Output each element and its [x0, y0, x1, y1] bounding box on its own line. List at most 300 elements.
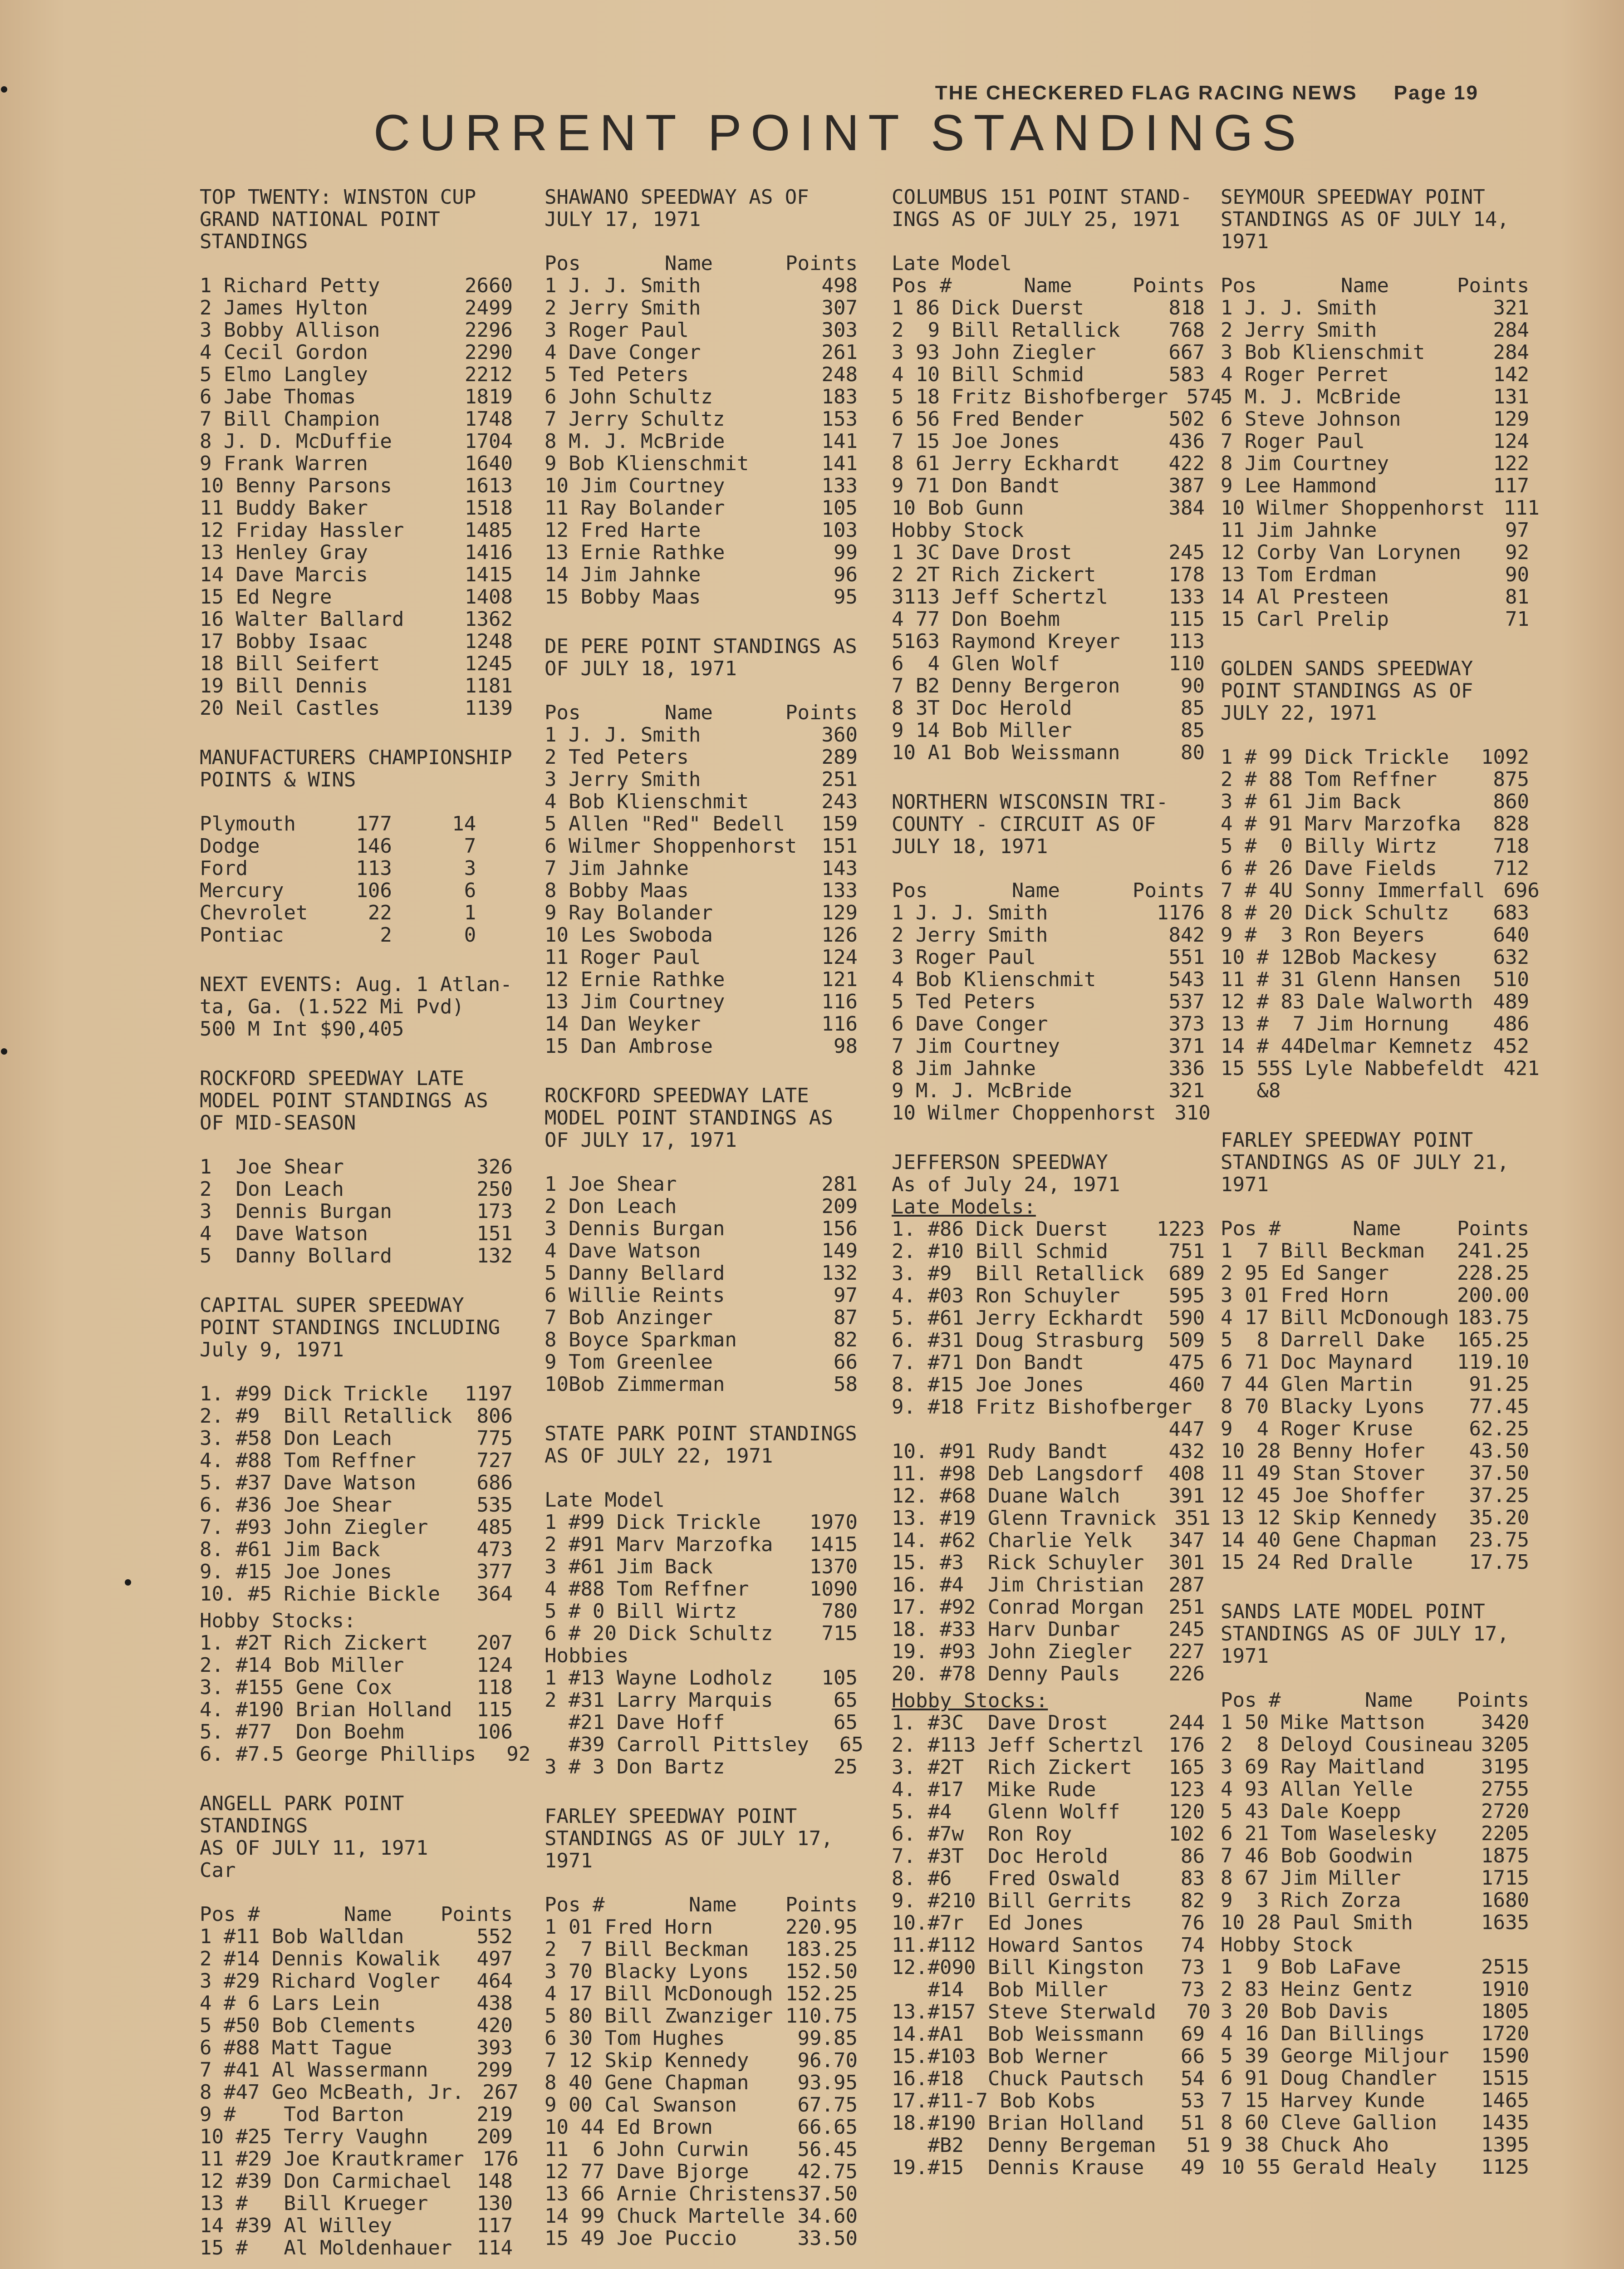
entry-name: 11 #29 Joe Krautkramer [200, 2147, 464, 2171]
entry-points: 149 [821, 1239, 858, 1262]
entry-points: 1176 [1157, 901, 1205, 924]
standing-row [892, 1801, 1205, 1823]
entry-name: 5. #77 Don Boehm [200, 1720, 404, 1743]
entry-name: #39 Carroll Pittsley [545, 1733, 809, 1756]
standing-row [545, 386, 858, 408]
entry-name: 15 55S Lyle Nabbefeldt [1221, 1057, 1485, 1080]
entry-name: 3 20 Bob Davis [1221, 2000, 1389, 2023]
section-title: JEFFERSON SPEEDWAY As of July 24, 1971 [892, 1151, 1120, 1196]
entry-points: 384 [1168, 496, 1205, 520]
standing-row [1221, 1373, 1529, 1395]
entry-name: 7 Bob Anzinger [545, 1306, 713, 1329]
standing-row [892, 1823, 1205, 1845]
standing-row [200, 2126, 513, 2148]
entry-points: 65 [834, 1689, 858, 1712]
entry-name: 3 #29 Richard Vogler [200, 1969, 440, 1993]
entry-points: 1485 [465, 519, 513, 542]
standing-row [892, 2134, 1211, 2157]
entry-name: 14 # 44Delmar Kemnetz [1221, 1035, 1473, 1058]
standing-row [545, 2205, 858, 2227]
standing-row [892, 1640, 1205, 1663]
entry-name: 8. #15 Joe Jones [892, 1373, 1084, 1396]
entry-points: 1590 [1481, 2044, 1529, 2068]
section-title: CAPITAL SUPER SPEEDWAY POINT STANDINGS INCLUDING July 9, 1971 [200, 1294, 500, 1361]
entry-points: 1748 [465, 408, 513, 431]
entry-points: 220.95 [785, 1915, 858, 1939]
standing-row [892, 1979, 1205, 2001]
standing-row [1221, 541, 1529, 564]
entry-points: 543 [1168, 968, 1205, 991]
entry-points: 267 [482, 2081, 519, 2104]
entry-points: 114 [476, 2236, 513, 2259]
class-heading: Hobby Stocks: [200, 1609, 356, 1632]
standing-row [892, 497, 1205, 519]
entry-points: 115 [1168, 608, 1205, 631]
standing-row [545, 1262, 858, 1284]
entry-name: 2 2T Rich Zickert [892, 563, 1096, 586]
entry-name: 6 4 Glen Wolf [892, 652, 1060, 675]
entry-name: 6 Steve Johnson [1221, 408, 1401, 431]
section-title: ROCKFORD SPEEDWAY LATE MODEL POINT STANDINGS AS OF JULY 17, 1971 [545, 1084, 833, 1152]
standing-row [1221, 1035, 1529, 1057]
standings-section [892, 1151, 1211, 2179]
standing-row [545, 2227, 858, 2249]
entry-points: 1515 [1481, 2067, 1529, 2090]
entry-name: 2. #10 Bill Schmid [892, 1240, 1108, 1263]
entry-points: 96 [834, 563, 858, 586]
standing-row [892, 2000, 1211, 2023]
entry-name: 2 #14 Dennis Kowalik [200, 1947, 440, 1970]
entry-name: 8 Bobby Maas [545, 879, 689, 902]
entry-points: 1415 [810, 1533, 858, 1556]
standing-row [545, 1556, 858, 1578]
entry-points: 103 [821, 519, 858, 542]
standing-row [892, 475, 1205, 497]
standing-row [200, 1405, 513, 1427]
entry-points: 73 [1181, 1956, 1205, 1979]
standing-row [1221, 1711, 1529, 1734]
standing-row [545, 1756, 858, 1778]
standing-row [892, 363, 1205, 386]
standing-row [545, 430, 858, 452]
standing-row [200, 1427, 513, 1449]
entry-points: 132 [821, 1262, 858, 1285]
standing-row [1221, 1440, 1529, 1462]
entry-name: 2 Jerry Smith [545, 296, 701, 319]
entry-points: 176 [1168, 1734, 1205, 1757]
entry-points: 373 [1168, 1012, 1205, 1036]
entry-points: 718 [1493, 835, 1529, 858]
standing-row [892, 541, 1205, 564]
entry-name: 3 70 Blacky Lyons [545, 1960, 749, 1983]
entry-name: 10 # 12Bob Mackesy [1221, 946, 1437, 969]
standing-row [892, 1596, 1205, 1618]
section-title: STATE PARK POINT STANDINGS AS OF JULY 22, 1971 [545, 1422, 857, 1468]
entry-name: 8 M. J. McBride [545, 430, 725, 453]
entry-points: 1415 [465, 563, 513, 586]
entry-points: 90 [1181, 674, 1205, 697]
standings-section [892, 791, 1211, 1125]
entry-name: 5 8 Darrell Dake [1221, 1328, 1425, 1351]
entry-points: 77.45 [1469, 1395, 1529, 1418]
standing-row [200, 879, 513, 902]
standing-row [1221, 1306, 1529, 1329]
standing-row [545, 2138, 858, 2161]
entry-points: 250 [476, 1178, 513, 1201]
entry-points [476, 813, 530, 835]
standing-row [200, 297, 513, 319]
entry-name: 11 Roger Paul [545, 946, 701, 969]
entry-name: 5 18 Fritz Bishofberger [892, 385, 1168, 408]
entry-name: 10.#7r Ed Jones [892, 1911, 1084, 1935]
entry-name: 9 38 Chuck Aho [1221, 2133, 1389, 2156]
entry-name: 9 Ray Bolander [545, 901, 713, 924]
standing-row [545, 319, 858, 341]
standing-row [1221, 586, 1529, 608]
entry-points: 117 [476, 2214, 513, 2237]
entry-points: 91.25 [1469, 1373, 1529, 1396]
entry-name: 4 Roger Perret [1221, 363, 1389, 386]
entry-points: 1875 [1481, 1844, 1529, 1867]
standing-row [892, 586, 1205, 608]
standings-section [545, 635, 858, 1057]
section-title: DE PERE POINT STANDINGS AS OF JULY 18, 1971 [545, 635, 857, 680]
standing-row [892, 1351, 1205, 1374]
entry-name: 2 Don Leach [545, 1195, 677, 1218]
entry-name: 4. #03 Ron Schuyler [892, 1284, 1120, 1307]
standing-row [1221, 1351, 1529, 1373]
entry-name: 7 15 Harvey Kunde [1221, 2089, 1425, 2112]
standing-row [200, 1200, 513, 1223]
entry-points: 119.10 [1457, 1351, 1529, 1374]
standing-row [892, 924, 1205, 946]
entry-points: 281 [821, 1173, 858, 1196]
entry-points: 1704 [465, 430, 513, 453]
section-title: ROCKFORD SPEEDWAY LATE MODEL POINT STANDINGS AS OF MID-SEASON [200, 1067, 488, 1134]
entry-points: 1139 [465, 697, 513, 720]
entry-name: Pos # Name [200, 1903, 392, 1926]
standing-row [1221, 813, 1529, 835]
entry-name: 3. #9 Bill Retallick [892, 1262, 1144, 1285]
standing-row [892, 675, 1205, 697]
entry-name: 2 95 Ed Sanger [1221, 1262, 1389, 1285]
paper-name: THE CHECKERED FLAG RACING NEWS [935, 82, 1358, 104]
standing-row [892, 1035, 1205, 1057]
entry-name: 4 Bob Klienschmit [892, 968, 1096, 991]
entry-name: 1 #99 Dick Trickle [545, 1511, 761, 1534]
entry-points: 99 [834, 541, 858, 564]
standing-row [200, 608, 513, 630]
section-title: FARLEY SPEEDWAY POINT STANDINGS AS OF JULY 21, 1971 [1221, 1129, 1509, 1196]
standing-row [545, 1645, 858, 1667]
section-title: GOLDEN SANDS SPEEDWAY POINT STANDINGS AS OF JULY 22, 1971 [1221, 657, 1473, 725]
standing-row [1221, 1756, 1529, 1778]
entry-name: 6. #7.5 George Phillips [200, 1743, 476, 1766]
entry-points: 497 [476, 1947, 513, 1970]
entry-name: 6 56 Fred Bender [892, 408, 1084, 431]
entry-name: 7 Roger Paul [1221, 430, 1365, 453]
entry-points: 110.75 [785, 2004, 858, 2028]
standing-row [200, 1721, 513, 1743]
standing-row [892, 385, 1223, 408]
entry-points: 1518 [465, 496, 513, 520]
entry-name: 1 9 Bob LaFave [1221, 1955, 1401, 1979]
entry-points: 301 [1168, 1551, 1205, 1574]
standing-row [200, 1743, 531, 1766]
entry-name: 1 J. J. Smith [545, 723, 701, 747]
column-2 [545, 186, 864, 2269]
entry-points: 727 [476, 1449, 513, 1472]
entry-points: 124 [1493, 430, 1529, 453]
entry-points: 126 [821, 923, 858, 947]
standing-row [545, 1600, 858, 1622]
standing-row [545, 1240, 858, 1262]
entry-points: 421 [1503, 1057, 1540, 1080]
entry-points: 85 [1181, 719, 1205, 742]
entry-name: 7 12 Skip Kennedy [545, 2049, 749, 2072]
standings-section [1221, 1129, 1529, 1573]
section-title: NORTHERN WISCONSIN TRI- COUNTY - CIRCUIT AS OF JULY 18, 1971 [892, 791, 1168, 858]
entry-points: 422 [1168, 452, 1205, 475]
entry-name: 14.#A1 Bob Weissmann [892, 2023, 1144, 2046]
standing-row [1221, 564, 1529, 586]
entry-name: 2. #14 Bob Miller [200, 1654, 404, 1677]
standing-row [1221, 2156, 1529, 2178]
entry-points [476, 879, 530, 902]
standing-row [1221, 1551, 1529, 1573]
standing-row [1221, 275, 1529, 297]
entry-points: 241.25 [1457, 1239, 1529, 1262]
entry-name: 11 6 John Curwin [545, 2138, 749, 2161]
entry-points: 92 [1505, 541, 1529, 564]
standing-row [545, 1938, 858, 1960]
entry-points: 1248 [465, 630, 513, 653]
entry-points: 535 [476, 1493, 513, 1517]
entry-name: 15.#103 Bob Werner [892, 2045, 1108, 2068]
standing-row [545, 879, 858, 902]
entry-name: 7 Jim Jahnke [545, 857, 689, 880]
entry-points: 595 [1168, 1284, 1205, 1307]
standing-row [1221, 1262, 1529, 1284]
standing-row [1221, 2112, 1529, 2134]
entry-name: 6 # 26 Dave Fields [1221, 857, 1437, 880]
standing-row [200, 408, 513, 430]
entry-points: 116 [821, 1012, 858, 1036]
entry-points: 486 [1493, 1012, 1529, 1036]
entry-name: 1. #86 Dick Duerst [892, 1218, 1108, 1241]
entry-name: 11 # 31 Glenn Hansen [1221, 968, 1461, 991]
entry-name: Ford 113 3 [200, 857, 476, 880]
standing-row [892, 1778, 1205, 1801]
standing-row [200, 2192, 513, 2215]
standing-row [1221, 1689, 1529, 1711]
entry-points: 42.75 [797, 2160, 858, 2183]
entry-name: 1 Joe Shear [200, 1155, 344, 1179]
entry-name: 2 7 Bill Beckman [545, 1938, 749, 1961]
standing-row [545, 497, 858, 519]
standing-row [200, 2059, 513, 2081]
entry-points: 299 [476, 2058, 513, 2082]
standing-row [545, 452, 858, 475]
entry-points: 1197 [465, 1382, 513, 1405]
entry-points: 209 [821, 1195, 858, 1218]
entry-points: 148 [476, 2170, 513, 2193]
entry-points: 132 [476, 1244, 513, 1267]
standing-row [1221, 1013, 1529, 1035]
entry-points: 82 [1181, 1889, 1205, 1912]
standing-row [545, 1578, 858, 1600]
standing-row [200, 835, 513, 857]
entry-name: 14 #39 Al Willey [200, 2214, 392, 2237]
entry-points: 56.45 [797, 2138, 858, 2161]
standing-row [892, 1845, 1205, 1867]
standing-row [200, 1223, 513, 1245]
entry-points: 1125 [1481, 2156, 1529, 2179]
standing-row [545, 1489, 858, 1511]
entry-points: 689 [1168, 1262, 1205, 1285]
entry-name: 3 01 Fred Horn [1221, 1284, 1389, 1307]
entry-name: 7. #3T Doc Herold [892, 1845, 1108, 1868]
entry-points: 49 [1181, 2156, 1205, 2179]
entry-points: 58 [834, 1373, 858, 1396]
entry-points: 35.20 [1469, 1506, 1529, 1529]
standing-row [545, 1284, 858, 1306]
entry-points: 498 [821, 274, 858, 297]
entry-name: 5 Elmo Langley [200, 363, 368, 386]
standing-row [545, 2049, 858, 2072]
standing-row [892, 408, 1205, 430]
entry-points: 207 [476, 1631, 513, 1655]
standing-row [892, 1618, 1205, 1640]
entry-points: 683 [1493, 901, 1529, 924]
entry-name: 6. #36 Joe Shear [200, 1493, 392, 1517]
entry-name: 11 49 Stan Stover [1221, 1462, 1425, 1485]
standing-row [892, 946, 1205, 968]
entry-name: 6 30 Tom Hughes [545, 2027, 725, 2050]
standing-row [892, 1912, 1205, 1934]
entry-points: 2290 [465, 341, 513, 364]
entry-name: 7 Jerry Schultz [545, 408, 725, 431]
entry-name: 17. #92 Conrad Morgan [892, 1596, 1144, 1619]
standing-row [1221, 1284, 1529, 1306]
entry-name: 2 8 Deloyd Cousineau [1221, 1733, 1473, 1756]
entry-points: 1223 [1157, 1218, 1205, 1241]
standing-row [1221, 2089, 1529, 2112]
standing-row [1221, 1057, 1540, 1080]
entry-points: 3195 [1481, 1755, 1529, 1778]
entry-name: 5 # 0 Billy Wirtz [1221, 835, 1437, 858]
entry-name: 12 # 83 Dale Walworth [1221, 990, 1473, 1013]
standings-section [545, 1422, 864, 1778]
entry-points: 248 [821, 363, 858, 386]
entry-points: 131 [1493, 385, 1529, 408]
standing-row [545, 991, 858, 1013]
entry-points: 141 [821, 452, 858, 475]
standing-row [1221, 1867, 1529, 1889]
standing-row [1221, 1529, 1529, 1551]
entry-name: 8 67 Jim Miller [1221, 1866, 1401, 1890]
standing-row [1221, 2023, 1529, 2045]
standing-row [892, 742, 1205, 764]
entry-name: 4 Dave Watson [200, 1222, 368, 1245]
entry-points: 303 [821, 319, 858, 342]
standing-row [200, 1903, 513, 1925]
entry-points: 408 [1168, 1462, 1205, 1485]
entry-name: 4. #88 Tom Reffner [200, 1449, 416, 1472]
entry-name: 7 Bill Champion [200, 408, 380, 431]
entry-points: 289 [821, 746, 858, 769]
entry-name: 20. #78 Denny Pauls [892, 1662, 1120, 1685]
standing-row [200, 1632, 513, 1654]
entry-points: 420 [476, 2014, 513, 2037]
entry-name: 5 39 George Miljour [1221, 2044, 1449, 2068]
entry-name: 11.#112 Howard Santos [892, 1934, 1144, 1957]
entry-name: 4 17 Bill McDonough [1221, 1306, 1449, 1329]
entry-name: 17 Bobby Isaac [200, 630, 368, 653]
entry-name: Dodge 146 7 [200, 835, 476, 858]
entry-points: 1362 [465, 608, 513, 631]
entry-points: 130 [476, 2192, 513, 2215]
entry-points: Points [1457, 1689, 1529, 1712]
standing-row [1221, 991, 1529, 1013]
entry-points: Points [1133, 274, 1205, 297]
entry-points: 156 [821, 1217, 858, 1240]
standing-row [545, 1533, 858, 1556]
standing-row [1221, 1418, 1529, 1440]
entry-name: 4. #17 Mike Rude [892, 1778, 1096, 1801]
standing-row [200, 1970, 513, 1992]
standing-row [200, 1676, 513, 1699]
standing-row [545, 341, 858, 363]
standing-row [545, 541, 858, 564]
entry-name: 13 12 Skip Kennedy [1221, 1506, 1437, 1529]
entry-points: 632 [1493, 946, 1529, 969]
entry-name [892, 1418, 1150, 1440]
standing-row [892, 1867, 1205, 1890]
entry-points: 141 [821, 430, 858, 453]
standing-row [545, 2094, 858, 2116]
standing-row [892, 968, 1205, 991]
entry-points: 452 [1493, 1035, 1529, 1058]
entry-name: 12 Friday Hassler [200, 519, 404, 542]
entry-points: 65 [834, 1711, 858, 1734]
entry-name: 9 14 Bob Miller [892, 719, 1072, 742]
standing-row [200, 586, 513, 608]
entry-points: 92 [506, 1743, 531, 1766]
entry-points [476, 835, 530, 857]
entry-name: 4 Cecil Gordon [200, 341, 368, 364]
standing-row [200, 2215, 513, 2237]
standing-row [545, 768, 858, 791]
standing-row [1221, 297, 1529, 319]
entry-name: 9 Lee Hammond [1221, 474, 1377, 497]
entry-name: Plymouth 177 14 [200, 812, 476, 835]
standing-row [200, 2014, 513, 2037]
entry-name: 1. #2T Rich Zickert [200, 1631, 428, 1655]
standing-row [892, 1712, 1205, 1734]
entry-points: 860 [1493, 790, 1529, 813]
standing-row [892, 991, 1205, 1013]
entry-points: 86 [1181, 1845, 1205, 1868]
entry-name: 6 # 20 Dick Schultz [545, 1622, 773, 1645]
standing-row [892, 1529, 1205, 1552]
binding-hole [1, 86, 7, 93]
entry-points: 183 [821, 385, 858, 408]
entry-points: 120 [1168, 1800, 1205, 1823]
entry-name: 11 Ray Bolander [545, 496, 725, 520]
standing-row [1221, 1218, 1529, 1240]
standing-row [892, 2045, 1205, 2068]
